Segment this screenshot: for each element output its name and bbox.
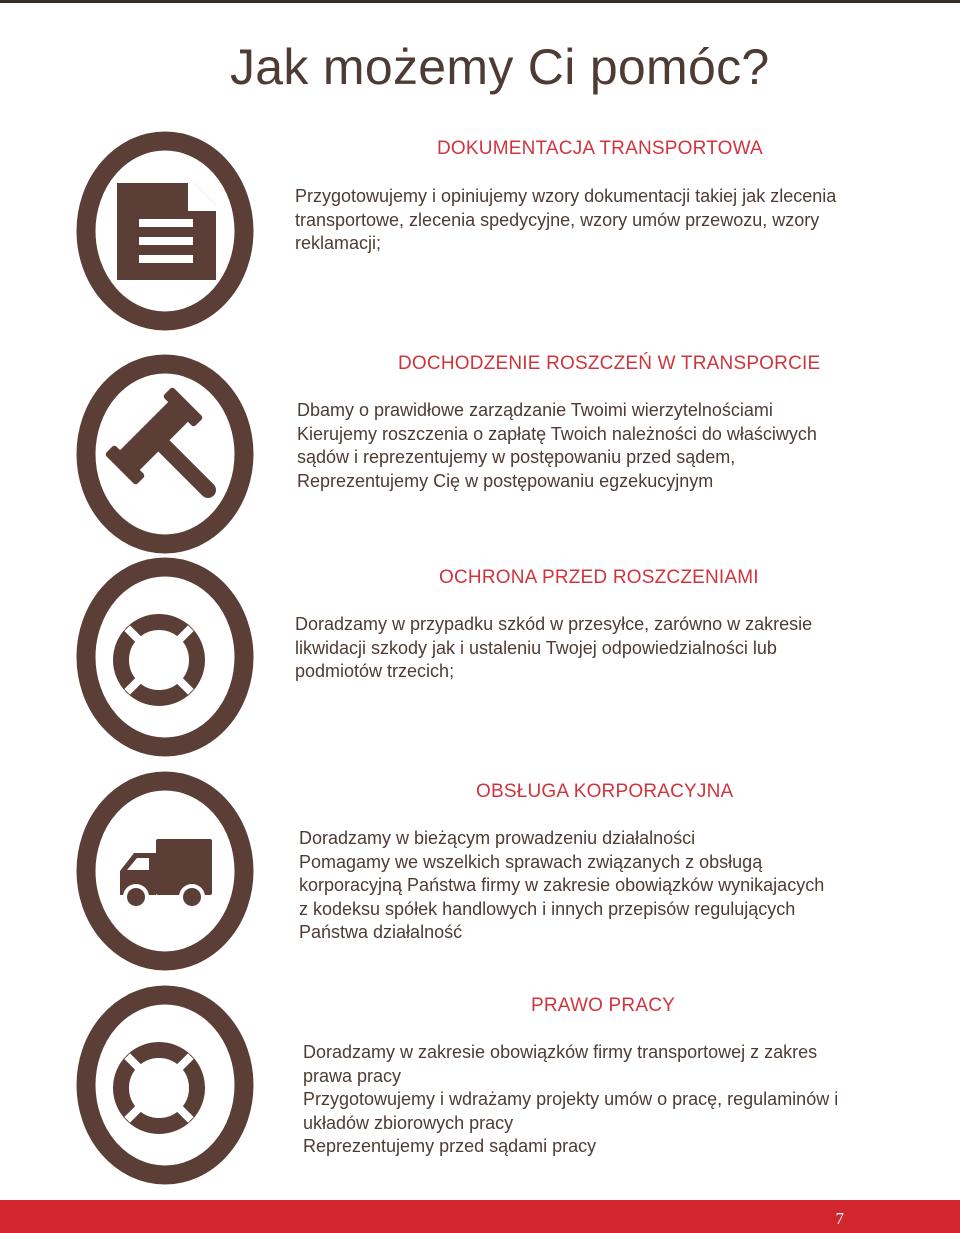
section-line: Państwa działalność <box>299 922 463 942</box>
section-line: Doradzamy w zakresie obowiązków firmy transportowej z zakres <box>303 1042 818 1062</box>
section-body <box>295 613 812 684</box>
section-line: reklamacji; <box>295 233 382 253</box>
page-number: 7 <box>835 1209 844 1228</box>
section-line: Doradzamy w przypadku szkód w przesyłce, zarówno w zakresie <box>295 614 813 634</box>
truck-icon <box>76 771 254 971</box>
section-line: Reprezentujemy Cię w postępowaniu egzekucyjnym <box>297 470 714 491</box>
section-body <box>295 185 836 256</box>
section-line: Pomagamy we wszelkich sprawach związanych z obsługą <box>299 851 763 872</box>
section-heading: OCHRONA PRZED ROSZCZENIAMI <box>439 567 759 588</box>
section-line: Kierujemy roszczenia o zapłatę Twoich należności do właściwych <box>297 423 817 444</box>
section-line: Dbamy o prawidłowe zarządzanie Twoimi wierzytelnościami <box>297 400 773 420</box>
gavel-icon <box>76 354 254 554</box>
section-line: z kodeksu spółek handlowych i innych przepisów regulujących <box>299 898 796 919</box>
section-line: sądów i reprezentujemy w postępowaniu przed sądem, <box>297 447 736 467</box>
section-line: podmiotów trzecich; <box>295 661 455 681</box>
footer-bar <box>0 1200 960 1233</box>
section-heading: PRAWO PRACY <box>531 995 676 1016</box>
section-line: Przygotowujemy i wdrażamy projekty umów o pracę, regulaminów i <box>303 1089 839 1109</box>
lifebuoy-icon <box>76 557 254 757</box>
section-line: korporacyjną Państwa firmy w zakresie obowiązków wynikajacych <box>299 875 825 895</box>
section-body <box>303 1041 838 1159</box>
top-rule <box>0 0 960 3</box>
section-line: Reprezentujemy przed sądami pracy <box>303 1136 597 1156</box>
section-heading: DOKUMENTACJA TRANSPORTOWA <box>437 138 763 159</box>
document-icon <box>76 131 254 331</box>
section-line: transportowe, zlecenia spedycyjne, wzory umów przewozu, wzory <box>295 209 820 230</box>
lifebuoy-icon <box>76 985 254 1185</box>
section-line: układów zbiorowych pracy <box>303 1112 514 1133</box>
section-body <box>299 827 824 945</box>
page-title: Jak możemy Ci pomóc? <box>230 39 770 95</box>
section-line: Przygotowujemy i opiniujemy wzory dokumentacji takiej jak zlecenia <box>295 186 837 206</box>
section-line: prawa pracy <box>303 1065 402 1086</box>
section-line: likwidacji szkody jak i ustaleniu Twojej odpowiedzialności lub <box>295 637 777 658</box>
section-line: Doradzamy w bieżącym prowadzeniu działalności <box>299 828 696 848</box>
section-heading: DOCHODZENIE ROSZCZEŃ W TRANSPORCIE <box>398 353 821 374</box>
section-heading: OBSŁUGA KORPORACYJNA <box>476 781 734 802</box>
section-body <box>297 399 817 493</box>
